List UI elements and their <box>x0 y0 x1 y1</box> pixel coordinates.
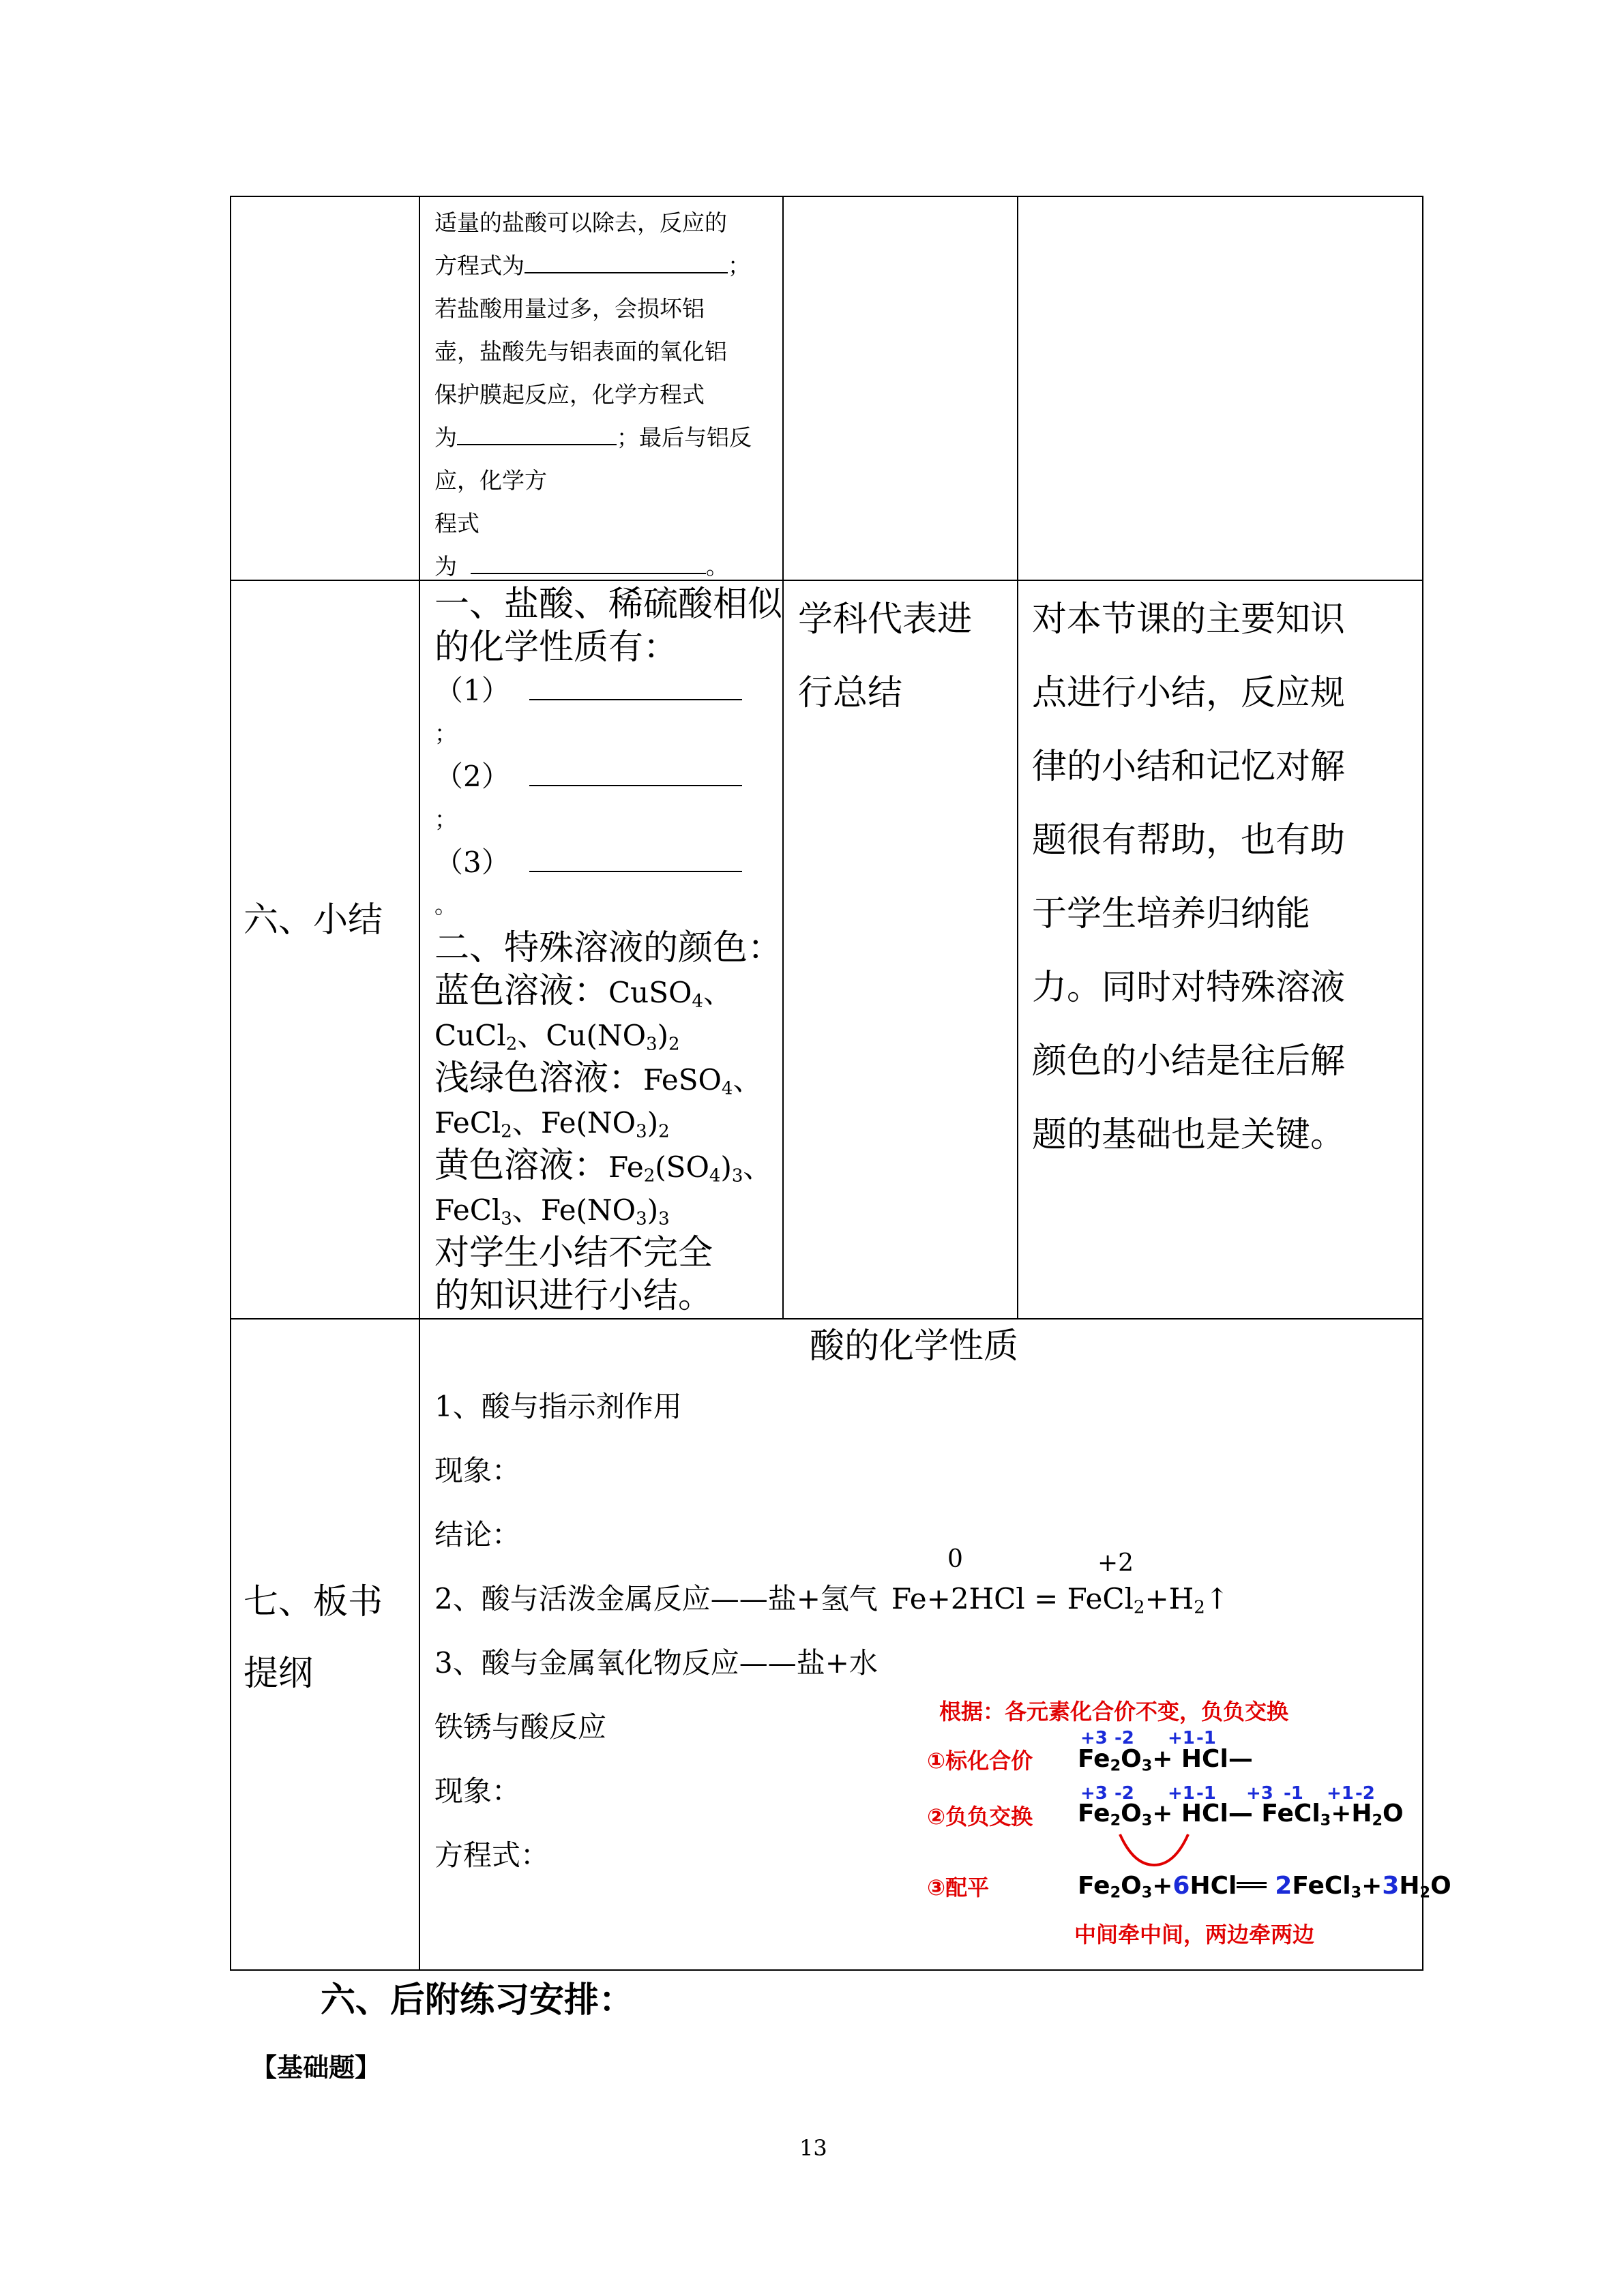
formula: FeSO$_4$、 <box>643 1063 762 1099</box>
text-line: 颜色的小结是往后解 <box>1032 1041 1346 1082</box>
note-basis: 根据：各元素化合价不变，负负交换 <box>939 1699 1289 1725</box>
text-line: 的化学性质有： <box>434 627 679 668</box>
formula: CuSO$_4$、 <box>608 976 732 1012</box>
text-fragment: 浅绿色溶液： <box>434 1058 644 1099</box>
row2-activity <box>798 583 1016 730</box>
text-line: ； <box>434 720 457 747</box>
section-heading: 六、后附练习安排： <box>321 1980 634 2021</box>
answer-blank[interactable] <box>529 848 742 872</box>
valence-mark: -1 <box>1196 1783 1216 1804</box>
valence-label: +2 <box>1097 1549 1134 1577</box>
basic-heading: 【基础题】 <box>251 2052 381 2083</box>
text-line: 题的基础也是关键。 <box>1032 1115 1346 1155</box>
answer-blank[interactable] <box>525 249 728 273</box>
row-label <box>243 1566 383 1710</box>
text-line: 于学生培养归纳能 <box>1032 894 1311 934</box>
row1-content <box>434 201 782 588</box>
equation-step3: $Fe_2O_3+6HCl══$ $2FeCl_3+3H_2O$ <box>1078 1872 1451 1902</box>
row2-content <box>434 583 782 1317</box>
text-line <box>434 1144 782 1189</box>
text-line: 。 <box>434 892 457 919</box>
text-line: 律的小结和记忆对解 <box>1032 747 1346 787</box>
item-number: （1） <box>434 674 510 707</box>
text-line: 应，化学方 <box>434 467 547 494</box>
coefficient: 6 <box>1172 1872 1190 1900</box>
board-line: 现象： <box>434 1774 521 1808</box>
note-middle: 中间牵中间，两边牵两边 <box>1074 1922 1315 1948</box>
text-line <box>434 1057 782 1101</box>
column-divider <box>782 196 784 1320</box>
text-fragment: ； <box>728 252 750 279</box>
text-line: 若盐酸用量过多，会损坏铝 <box>434 295 705 322</box>
text-line: FeCl$_2$、$Fe(NO_3)_2$ <box>434 1106 670 1142</box>
valence-mark: -2 <box>1114 1728 1134 1748</box>
text-line <box>434 545 782 588</box>
step-label: ③配平 <box>927 1875 990 1900</box>
text-fragment: 黄色溶液： <box>434 1146 609 1186</box>
text-line: 提纲 <box>243 1654 314 1694</box>
item-number: （3） <box>434 846 510 879</box>
row-divider <box>230 580 1423 581</box>
equation: $Fe+2HCl = FeCl_2+H_2↑$ <box>891 1582 1230 1618</box>
board-line: 结论： <box>434 1518 521 1551</box>
step-label: ①标化合价 <box>927 1748 1033 1774</box>
step-label: ②负负交换 <box>927 1804 1033 1830</box>
valence-mark: -2 <box>1355 1783 1375 1804</box>
table-border-top <box>230 196 1423 197</box>
formula: $Fe_2(SO_4)_3$、 <box>608 1150 772 1187</box>
page-number: 13 <box>799 2135 827 2161</box>
text-line: 一、盐酸、稀硫酸相似 <box>434 584 783 625</box>
text-line <box>434 669 782 712</box>
text-line: 点进行小结，反应规 <box>1032 673 1346 713</box>
text-fragment: 为 <box>434 553 457 580</box>
answer-blank[interactable] <box>529 762 742 786</box>
column-divider <box>1017 196 1018 1320</box>
table-border-bottom <box>230 1969 1423 1971</box>
coefficient: 3 <box>1382 1872 1400 1900</box>
row-label: 六、小结 <box>243 900 383 940</box>
text-line: CuCl$_2$、$Cu(NO_3)_2$ <box>434 1019 680 1055</box>
equation-step2: $Fe_2O_3+$ HCl— $FeCl_3+H_2O$ <box>1078 1800 1404 1830</box>
answer-blank[interactable] <box>529 676 742 700</box>
valence-mark: +1 <box>1168 1728 1195 1748</box>
answer-blank[interactable] <box>457 421 617 445</box>
text-line: 壶，盐酸先与铝表面的氧化铝 <box>434 338 727 365</box>
text-line: FeCl$_3$、$Fe(NO_3)_3$ <box>434 1193 670 1229</box>
text-line: 题很有帮助，也有助 <box>1032 820 1346 861</box>
item-number: （2） <box>434 760 510 793</box>
text-line: 的知识进行小结。 <box>434 1276 713 1316</box>
board-title: 酸的化学性质 <box>810 1326 1019 1367</box>
text-fragment: 2、酸与活泼金属反应——盐+氢气 <box>434 1582 878 1615</box>
lesson-plan-table <box>230 196 1451 1971</box>
coefficient: 2 <box>1275 1872 1293 1900</box>
text-line <box>434 244 782 287</box>
row2-intent <box>1032 583 1421 1172</box>
text-line <box>434 841 782 884</box>
valence-mark: +3 <box>1080 1728 1108 1748</box>
text-line: 对学生小结不完全 <box>434 1233 713 1273</box>
text-line: 行总结 <box>798 673 903 713</box>
valence-mark: -1 <box>1284 1783 1303 1804</box>
text-line: 学科代表进 <box>798 599 973 640</box>
text-line: 保护膜起反应，化学方程式 <box>434 381 705 408</box>
board-line <box>434 1579 1229 1620</box>
valence-mark: -1 <box>1196 1728 1216 1748</box>
text-line: 程式 <box>434 510 479 537</box>
text-line <box>434 416 782 459</box>
board-line: 1、酸与指示剂作用 <box>434 1390 682 1423</box>
text-fragment: 方程式为 <box>434 252 525 279</box>
board-line: 铁锈与酸反应 <box>434 1710 607 1744</box>
text-fragment: 为 <box>434 424 457 451</box>
answer-blank[interactable] <box>471 550 706 574</box>
text-line: 力。同时对特殊溶液 <box>1032 968 1346 1008</box>
valence-label: 0 <box>947 1545 963 1573</box>
text-line: ； <box>434 806 457 833</box>
text-line: 二、特殊溶液的颜色： <box>434 928 783 968</box>
valence-mark: +1 <box>1327 1783 1354 1804</box>
valence-mark: -2 <box>1114 1783 1134 1804</box>
valence-mark: +3 <box>1080 1783 1108 1804</box>
text-line: 对本节课的主要知识 <box>1032 599 1346 640</box>
text-line: 七、板书 <box>243 1582 383 1622</box>
text-line <box>434 755 782 798</box>
exchange-arc-icon <box>1117 1831 1192 1872</box>
valence-mark: +3 <box>1246 1783 1273 1804</box>
column-divider <box>419 196 420 1971</box>
table-border-right <box>1422 196 1423 1971</box>
text-fragment: ；最后与铝反 <box>617 424 752 451</box>
equation-step1: $Fe_2O_3+$ HCl— <box>1078 1745 1253 1775</box>
valence-mark: +1 <box>1168 1783 1195 1804</box>
table-border-left <box>230 196 231 1971</box>
board-line: 3、酸与金属氧化物反应——盐+水 <box>434 1646 878 1680</box>
text-line <box>434 970 782 1014</box>
board-line: 方程式： <box>434 1838 550 1872</box>
text-fragment: 。 <box>706 553 728 580</box>
text-line: 适量的盐酸可以除去，反应的 <box>434 209 727 236</box>
board-line: 现象： <box>434 1454 521 1487</box>
text-fragment: 蓝色溶液： <box>434 971 609 1011</box>
